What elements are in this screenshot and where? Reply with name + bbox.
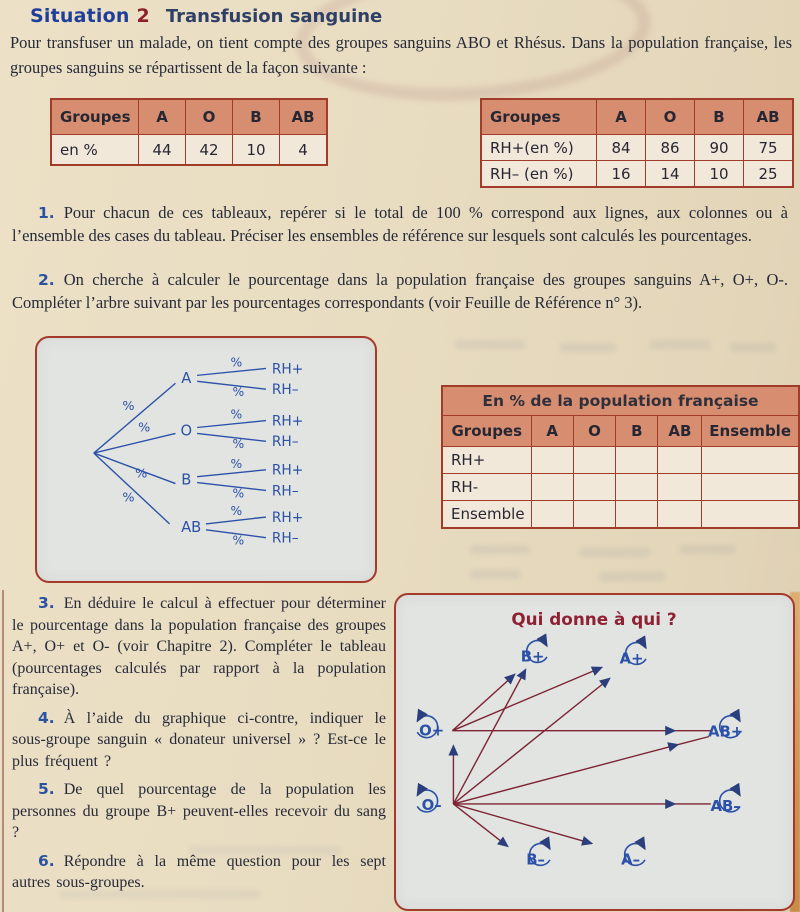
- diagram-title: Qui donne à qui ?: [511, 608, 677, 629]
- leaf-rh-minus: RH–: [271, 434, 299, 451]
- donation-diagram: [396, 595, 789, 905]
- donation-node-labels: [419, 648, 743, 868]
- empty-cell: [702, 474, 799, 501]
- empty-cell: [616, 501, 658, 529]
- value-cell: 16: [597, 161, 646, 188]
- empty-cell: [616, 447, 658, 474]
- arrow-oplus-to-bplus: [452, 674, 514, 730]
- empty-cell: [531, 474, 573, 501]
- value-cell: 84: [597, 135, 646, 161]
- header-cell: Groupes: [51, 99, 139, 135]
- table-row: [442, 447, 799, 474]
- abo-table: [50, 98, 328, 166]
- page-fold-line: [2, 590, 4, 912]
- question-number: 4.: [38, 708, 55, 727]
- intro-paragraph: Pour transfuser un malade, on tient compte des groupes sanguins ABO et Rhésus. Dans la population française, les groupes sanguins se répartissent de la façon suivante :: [10, 33, 792, 77]
- header-cell: AB: [658, 416, 702, 447]
- header-cell: Groupes: [481, 99, 597, 135]
- donation-diagram-box: [394, 593, 795, 911]
- row-label-cell: RH-: [442, 474, 531, 501]
- ink-bleed: [730, 343, 775, 352]
- branch-label-o: O: [180, 422, 193, 440]
- probability-tree-box: [35, 336, 377, 583]
- tree-percent-labels-level2: [231, 356, 245, 548]
- question-number: 1.: [38, 204, 55, 222]
- header-cell: O: [186, 99, 233, 135]
- percent-label: %: [232, 533, 245, 548]
- leaf-rh-minus: RH–: [271, 382, 299, 399]
- question-text: Répondre à la même question pour les sept autres sous-groupes.: [12, 852, 386, 891]
- header-cell: AB: [280, 99, 328, 135]
- percent-label: %: [232, 437, 245, 452]
- header-cell: Groupes: [442, 416, 531, 447]
- table-row: [481, 161, 793, 188]
- percent-label: %: [232, 385, 245, 400]
- value-cell: 75: [744, 135, 794, 161]
- row-label-cell: RH+: [442, 447, 531, 474]
- header-cell: Ensemble: [702, 416, 799, 447]
- arrow-oplus-to-aplus: [452, 667, 601, 730]
- value-cell: 25: [744, 161, 794, 188]
- percent-label: %: [122, 398, 135, 414]
- question-number: 3.: [38, 594, 55, 612]
- situation-label: [30, 5, 150, 27]
- empty-cell: [531, 447, 573, 474]
- row-label-cell: RH– (en %): [481, 161, 597, 188]
- leaf-rh-minus: RH–: [271, 483, 299, 500]
- node-b-plus: B+: [520, 648, 545, 666]
- empty-cell: [573, 474, 615, 501]
- empty-cell: [702, 501, 799, 529]
- node-a-plus: A+: [619, 650, 644, 668]
- questions-column: [12, 593, 386, 901]
- node-ab-minus: AB–: [710, 797, 741, 815]
- header-cell: B: [233, 99, 280, 135]
- header-cell: A: [597, 99, 646, 135]
- question-1: [12, 202, 788, 247]
- rhesus-table: [480, 98, 794, 188]
- leaf-rh-plus: RH+: [271, 462, 304, 479]
- node-b-minus: B–: [526, 851, 545, 869]
- table-row: [442, 501, 799, 529]
- node-a-minus: A–: [621, 851, 641, 869]
- ink-bleed: [455, 340, 525, 349]
- arrow-ominus-to-bminus: [453, 804, 507, 847]
- arrow-ominus-to-bplus: [453, 669, 525, 804]
- question-text: À l’aide du graphique ci-contre, indiquer le sous-groupe sanguin « donateur universel » ? Est-ce le plus fréquent ?: [12, 709, 386, 770]
- table-header-row: [442, 416, 799, 447]
- empty-cell: [658, 474, 702, 501]
- question-text: On cherche à calculer le pourcentage dans la population française des groupes sanguins A+, O+, O-. Compléter l’arbre suivant par les pourcentages correspondants (voir Feuille de Référence n° 3).: [12, 270, 788, 312]
- ink-bleed: [600, 572, 665, 581]
- table-title: En % de la population française: [442, 386, 799, 416]
- question-6: [12, 851, 386, 894]
- ink-bleed: [470, 545, 530, 554]
- situation-word: Situation: [30, 5, 130, 27]
- donation-arrows: [452, 667, 710, 846]
- percent-label: %: [230, 407, 243, 422]
- table-row: [481, 135, 793, 161]
- question-number: 2.: [38, 271, 55, 289]
- row-label-cell: Ensemble: [442, 501, 531, 529]
- branch-label-b: B: [181, 471, 192, 489]
- question-number: 6.: [38, 851, 55, 870]
- empty-cell: [531, 501, 573, 529]
- header-cell: O: [646, 99, 695, 135]
- percent-label: %: [138, 420, 151, 436]
- header-cell: A: [139, 99, 186, 135]
- leaf-rh-plus: RH+: [271, 361, 304, 378]
- value-cell: 14: [646, 161, 695, 188]
- percent-label: %: [230, 355, 243, 370]
- page-title: Transfusion sanguine: [165, 6, 383, 27]
- empty-cell: [702, 447, 799, 474]
- leaf-rh-plus: RH+: [271, 509, 304, 526]
- question-text: De quel pourcentage de la population les personnes du groupe B+ peuvent-elles recevoir du sang ?: [12, 781, 386, 841]
- table-header-row: [481, 99, 793, 135]
- percent-label: %: [122, 490, 135, 506]
- value-cell: 4: [280, 135, 328, 166]
- ink-bleed: [470, 570, 520, 579]
- empty-cell: [573, 447, 615, 474]
- percent-label: %: [230, 504, 243, 519]
- table-row: [51, 135, 327, 166]
- question-2: [12, 269, 788, 314]
- arrow-tail: [678, 737, 709, 745]
- row-label-cell: RH+(en %): [481, 135, 597, 161]
- value-cell: 90: [695, 135, 744, 161]
- value-cell: 44: [139, 135, 186, 166]
- header-cell: O: [573, 416, 615, 447]
- arrow-ominus-to-abplus: [453, 745, 678, 804]
- empty-cell: [573, 501, 615, 529]
- value-cell: 10: [233, 135, 280, 166]
- probability-tree-diagram: [37, 338, 371, 577]
- question-text: En déduire le calcul à effectuer pour déterminer le pourcentage dans la population française des groupes A+, O+ et O- (voir Chapitre 2). Compléter le tableau (pourcentages calculés par rapport à la population française).: [12, 595, 386, 698]
- node-o-plus: O+: [419, 722, 445, 740]
- empty-cell: [616, 474, 658, 501]
- situation-number: 2: [136, 5, 150, 27]
- ink-bleed: [580, 548, 650, 557]
- header-cell: B: [695, 99, 744, 135]
- table-header-row: [51, 99, 327, 135]
- value-cell: 86: [646, 135, 695, 161]
- ink-bleed: [560, 343, 615, 352]
- question-5: [12, 779, 386, 844]
- section-header: [30, 5, 382, 27]
- question-4: [12, 708, 386, 773]
- header-cell: A: [531, 416, 573, 447]
- self-loops: [417, 641, 740, 869]
- empty-cell: [658, 501, 702, 529]
- tree-percent-labels-level1: [122, 399, 150, 505]
- percent-label: %: [232, 486, 245, 501]
- population-table: [441, 385, 800, 529]
- tree-branch-labels: [180, 370, 201, 536]
- row-label-cell: en %: [51, 135, 139, 166]
- leaf-rh-minus: RH–: [271, 530, 299, 547]
- arrow-ominus-to-aminus: [453, 804, 592, 844]
- header-cell: B: [616, 416, 658, 447]
- leaf-rh-plus: RH+: [271, 413, 304, 430]
- node-o-minus: O–: [421, 796, 442, 814]
- ink-bleed: [680, 545, 735, 554]
- node-ab-plus: AB+: [708, 723, 744, 741]
- value-cell: 10: [695, 161, 744, 188]
- tree-leaf-labels: [272, 361, 303, 546]
- table-title-row: [442, 386, 799, 416]
- empty-cell: [658, 447, 702, 474]
- percent-label: %: [230, 456, 243, 471]
- question-text: Pour chacun de ces tableaux, repérer si le total de 100 % correspond aux lignes, aux colonnes ou à l’ensemble des cases du tableau. Préciser les ensembles de référence sur lesquels sont calculés les pourcentages.: [12, 203, 788, 245]
- ink-bleed: [650, 340, 710, 349]
- branch-label-ab: AB: [181, 518, 202, 536]
- question-number: 5.: [38, 780, 55, 798]
- table-row: [442, 474, 799, 501]
- value-cell: 42: [186, 135, 233, 166]
- header-cell: AB: [744, 99, 794, 135]
- question-3: [12, 593, 386, 701]
- percent-label: %: [135, 466, 148, 482]
- branch-label-a: A: [181, 370, 192, 388]
